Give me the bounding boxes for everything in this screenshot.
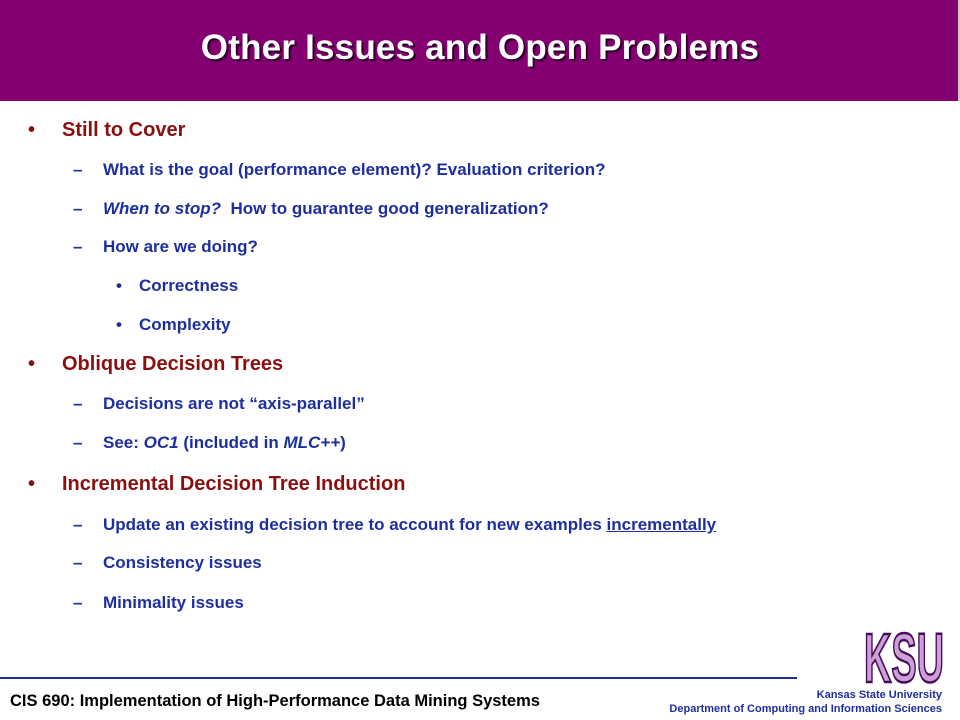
dash-icon: – <box>73 515 83 534</box>
heading-still-to-cover: Still to Cover <box>62 119 186 141</box>
included-in-text: (included in <box>178 433 284 452</box>
slide-title: Other Issues and Open Problems <box>200 28 760 67</box>
ksu-logo <box>862 622 946 688</box>
ksu-logo-text: KSU <box>864 622 944 688</box>
university-name: Kansas State University <box>816 689 942 701</box>
bullet-icon: • <box>28 473 36 495</box>
department-name: Department of Computing and Information Sciences <box>669 703 942 715</box>
dash-icon: – <box>73 433 83 452</box>
bullet-icon: • <box>28 353 36 375</box>
bullet-icon: • <box>28 119 36 141</box>
dash-icon: – <box>73 160 83 179</box>
footer-divider <box>0 677 797 679</box>
see-prefix: See: <box>103 433 144 452</box>
item-when-to-stop-rest: How to guarantee good generalization? <box>221 199 549 218</box>
item-see-oc1 <box>103 433 346 453</box>
course-title: CIS 690: Implementation of High-Performance Data Mining Systems <box>10 692 540 710</box>
heading-incremental-induction: Incremental Decision Tree Induction <box>62 473 406 495</box>
item-when-to-stop <box>103 199 549 219</box>
item-goal: What is the goal (performance element)? Evaluation criterion? <box>103 160 606 179</box>
dash-icon: – <box>73 553 83 572</box>
item-consistency: Consistency issues <box>103 553 262 572</box>
item-axis-parallel: Decisions are not “axis-parallel” <box>103 394 365 413</box>
incrementally-text: incrementally <box>606 515 717 534</box>
item-correctness: Correctness <box>139 276 239 295</box>
item-update-tree <box>103 515 716 535</box>
item-when-to-stop-italic: When to stop? <box>103 199 222 218</box>
oc1-text: OC1 <box>143 433 179 452</box>
close-paren: ) <box>340 433 346 452</box>
heading-oblique-trees: Oblique Decision Trees <box>62 353 284 375</box>
item-how-are-we-doing: How are we doing? <box>103 237 258 256</box>
dash-icon: – <box>73 394 83 413</box>
mlc-text: MLC++ <box>283 433 341 452</box>
dash-icon: – <box>73 593 83 612</box>
dash-icon: – <box>73 237 83 256</box>
bullet-icon: • <box>116 276 122 295</box>
item-complexity: Complexity <box>139 315 231 334</box>
item-minimality: Minimality issues <box>103 593 244 612</box>
bullet-icon: • <box>116 315 122 334</box>
update-tree-text: Update an existing decision tree to account for new examples <box>103 515 607 534</box>
dash-icon: – <box>73 199 83 218</box>
